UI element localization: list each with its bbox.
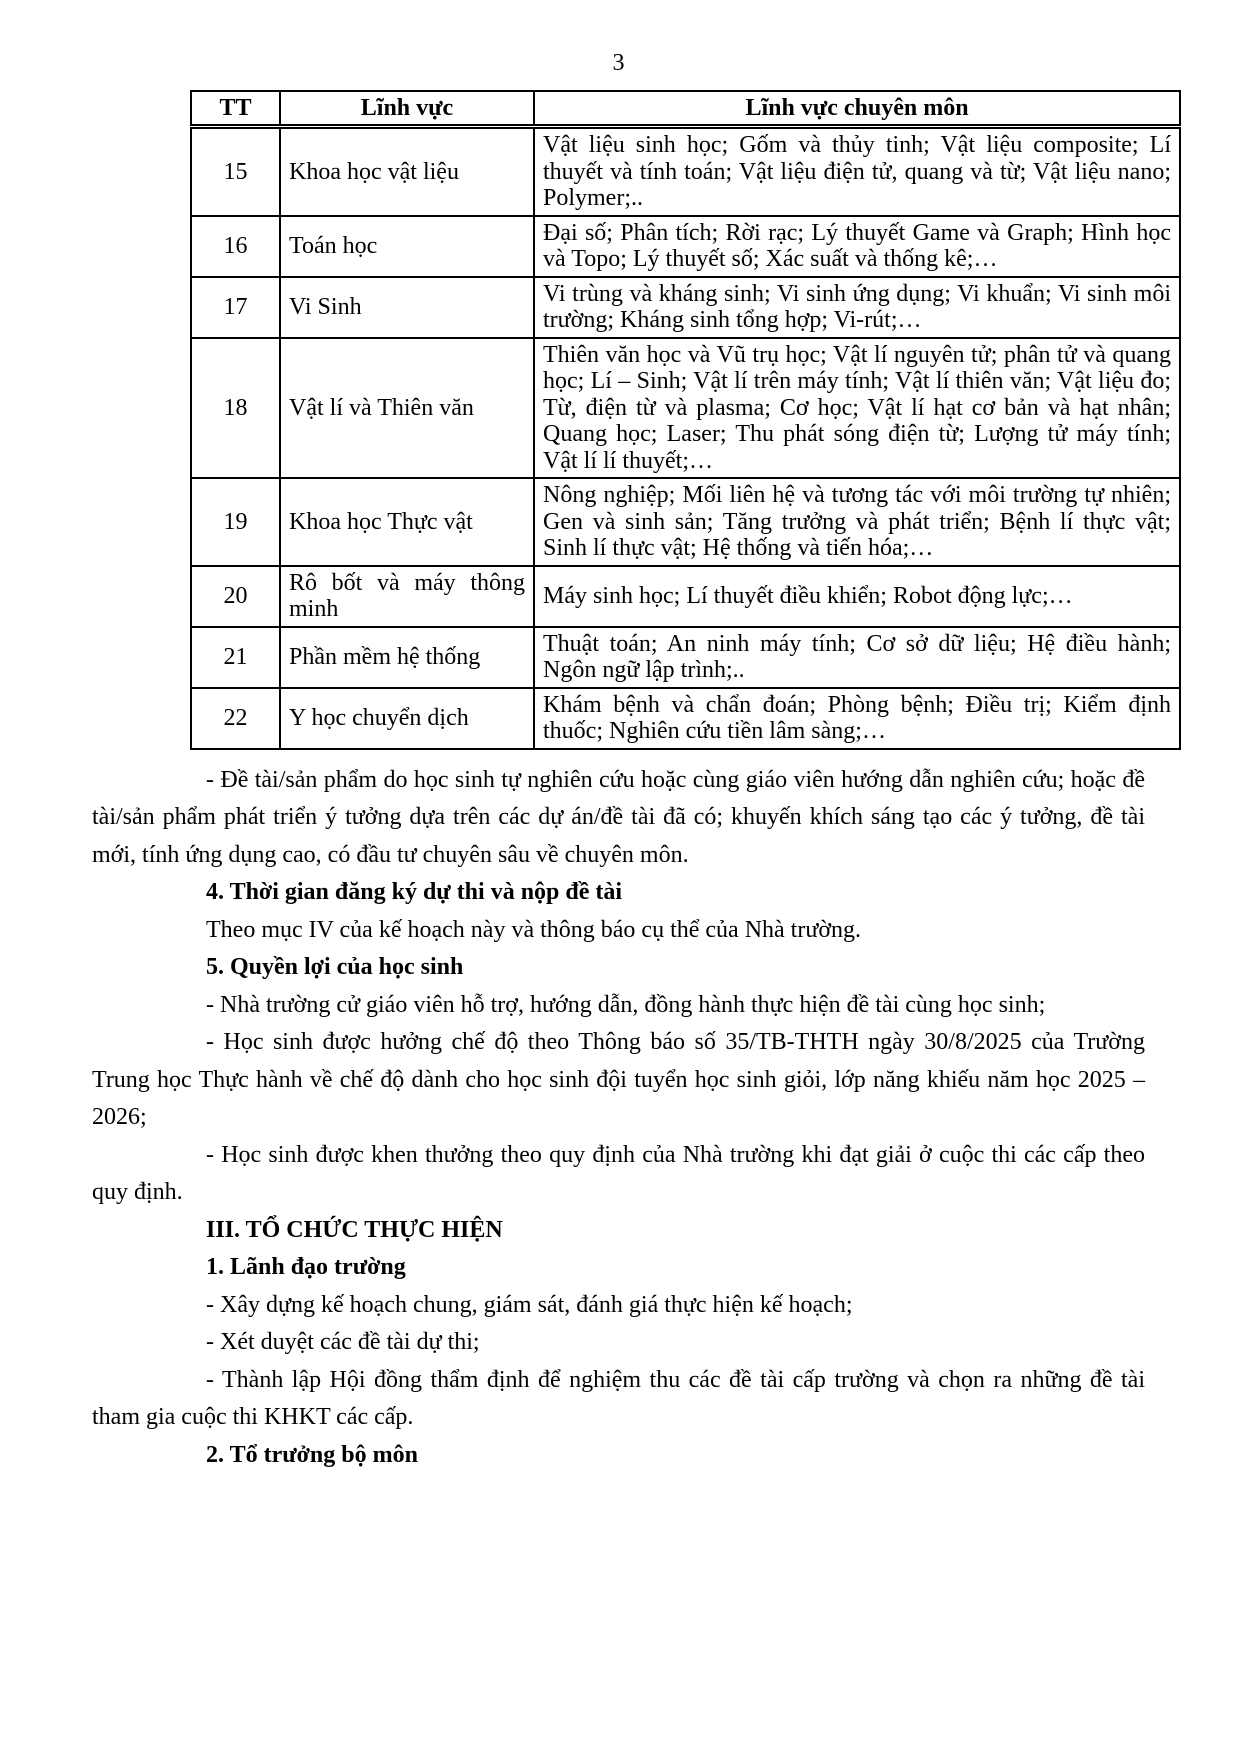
paragraph: - Nhà trường cử giáo viên hỗ trợ, hướng dẫn, đồng hành thực hiện đề tài cùng học sinh; — [206, 991, 1046, 1018]
field-name-cell: Rô bốt và máy thông minh — [280, 566, 534, 627]
field-name-cell: Khoa học Thực vật — [280, 478, 534, 566]
table-row — [191, 566, 1180, 627]
table-row — [191, 627, 1180, 688]
paragraph: - Học sinh được hưởng chế độ theo Thông báo số 35/TB-THTH ngày 30/8/2025 của Trường Trung học Thực hành về chế độ dành cho học sinh đội tuyển học sinh giỏi, lớp năng khiếu năm học 2025 – 2026; — [92, 1029, 1145, 1130]
paragraph: - Xây dựng kế hoạch chung, giám sát, đánh giá thực hiện kế hoạch; — [206, 1291, 853, 1318]
fields-table-header — [191, 91, 1180, 127]
row-number-cell: 18 — [191, 338, 280, 479]
table-header-tt: TT — [191, 91, 280, 127]
field-specialties-cell: Khám bệnh và chẩn đoán; Phòng bệnh; Điều trị; Kiểm định thuốc; Nghiên cứu tiền lâm sàng;… — [534, 688, 1180, 749]
paragraph: - Đề tài/sản phẩm do học sinh tự nghiên cứu hoặc cùng giáo viên hướng dẫn nghiên cứu; hoặc đề tài/sản phẩm phát triển ý tưởng dựa trên các dự án/đề tài đã có; khuyến khích sáng tạo các ý tưởng, đề tài mới, tính ứng dụng cao, có đầu tư chuyên sâu về chuyên môn. — [92, 766, 1145, 868]
fields-table-body — [191, 127, 1180, 749]
table-header-chuyen-mon: Lĩnh vực chuyên môn — [534, 91, 1180, 127]
section-heading: III. TỔ CHỨC THỰC HIỆN — [206, 1216, 503, 1243]
section-heading: 2. Tổ trưởng bộ môn — [206, 1441, 418, 1468]
field-specialties-cell: Thuật toán; An ninh máy tính; Cơ sở dữ liệu; Hệ điều hành; Ngôn ngữ lập trình;.. — [534, 627, 1180, 688]
table-row — [191, 688, 1180, 749]
section-heading: 1. Lãnh đạo trường — [206, 1254, 406, 1280]
row-number-cell: 17 — [191, 277, 280, 338]
row-number-cell: 19 — [191, 478, 280, 566]
section-heading: 5. Quyền lợi của học sinh — [206, 954, 464, 980]
paragraph: - Xét duyệt các đề tài dự thi; — [206, 1329, 480, 1355]
table-row — [191, 216, 1180, 277]
field-specialties-cell: Thiên văn học và Vũ trụ học; Vật lí nguyên tử; phân tử và quang học; Lí – Sinh; Vật lí trên máy tính; Vật lí thiên văn; Vật liệu đo; Từ, điện từ và plasma; Cơ học; Vật lí hạt cơ bản và hạt nhân; Quang học; Laser; Thu phát sóng điện từ; Lượng tử máy tính; Vật lí lí thuyết;… — [534, 338, 1180, 479]
field-name-cell: Y học chuyển dịch — [280, 688, 534, 749]
table-header-row — [191, 91, 1180, 127]
field-name-cell: Toán học — [280, 216, 534, 277]
table-row — [191, 127, 1180, 216]
field-specialties-cell: Vật liệu sinh học; Gốm và thủy tinh; Vật liệu composite; Lí thuyết và tính toán; Vật liệu điện tử, quang và từ; Vật liệu nano; Polymer;.. — [534, 127, 1180, 216]
field-specialties-cell: Máy sinh học; Lí thuyết điều khiển; Robot động lực;… — [534, 566, 1180, 627]
table-header-linh-vuc: Lĩnh vực — [280, 91, 534, 127]
section-heading: 4. Thời gian đăng ký dự thi và nộp đề tài — [206, 879, 623, 905]
paragraph: - Thành lập Hội đồng thẩm định để nghiệm thu các đề tài cấp trường và chọn ra những đề tài tham gia cuộc thi KHKT các cấp. — [92, 1366, 1145, 1430]
field-name-cell: Phần mềm hệ thống — [280, 627, 534, 688]
row-number-cell: 22 — [191, 688, 280, 749]
field-name-cell: Vật lí và Thiên văn — [280, 338, 534, 479]
row-number-cell: 15 — [191, 127, 280, 216]
paragraph: - Học sinh được khen thưởng theo quy định của Nhà trường khi đạt giải ở cuộc thi các cấp theo quy định. — [92, 1141, 1145, 1205]
fields-table — [190, 90, 1181, 750]
row-number-cell: 16 — [191, 216, 280, 277]
field-name-cell: Khoa học vật liệu — [280, 127, 534, 216]
table-row — [191, 478, 1180, 566]
field-specialties-cell: Vi trùng và kháng sinh; Vi sinh ứng dụng; Vi khuẩn; Vi sinh môi trường; Kháng sinh tổng hợp; Vi-rút;… — [534, 277, 1180, 338]
row-number-cell: 20 — [191, 566, 280, 627]
row-number-cell: 21 — [191, 627, 280, 688]
page-number: 3 — [612, 50, 625, 76]
table-row — [191, 338, 1180, 479]
table-row — [191, 277, 1180, 338]
paragraph: Theo mục IV của kế hoạch này và thông báo cụ thể của Nhà trường. — [206, 916, 862, 943]
field-specialties-cell: Đại số; Phân tích; Rời rạc; Lý thuyết Game và Graph; Hình học và Topo; Lý thuyết số; Xác suất và thống kê;… — [534, 216, 1180, 277]
document-body — [92, 762, 1145, 1475]
field-specialties-cell: Nông nghiệp; Mối liên hệ và tương tác với môi trường tự nhiên; Gen và sinh sản; Tăng trưởng và phát triển; Bệnh lí thực vật; Sinh lí thực vật; Hệ thống và tiến hóa;… — [534, 478, 1180, 566]
field-name-cell: Vi Sinh — [280, 277, 534, 338]
